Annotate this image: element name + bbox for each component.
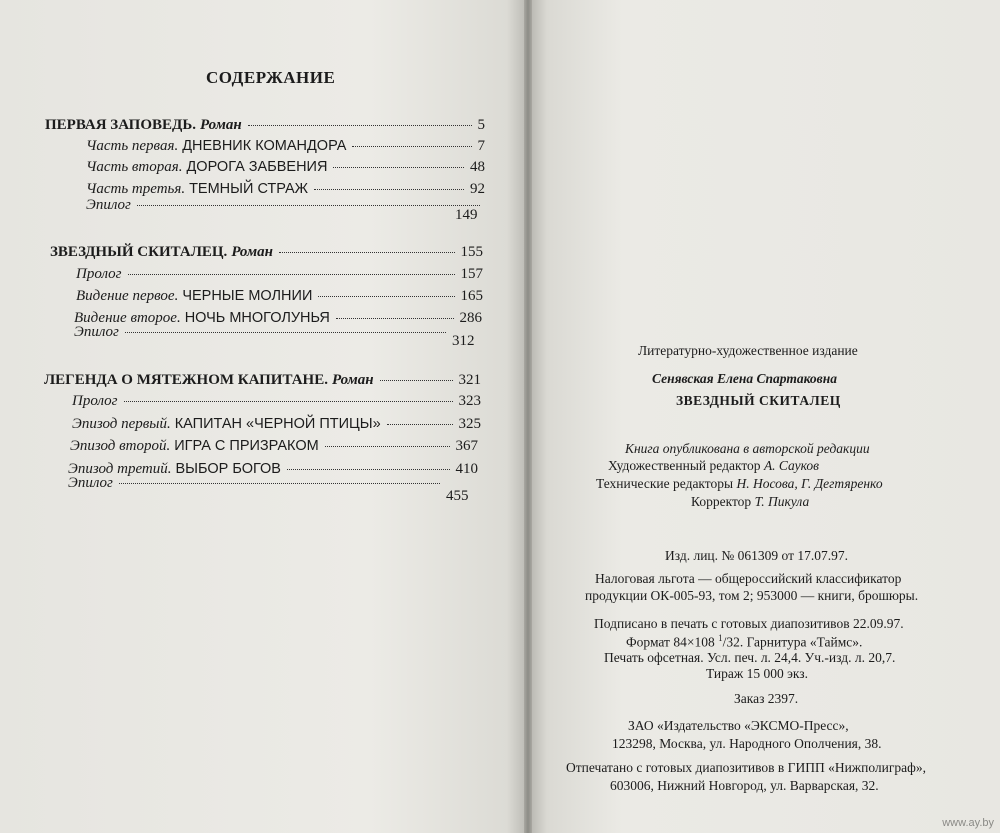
item-prefix: Пролог: [72, 393, 118, 409]
toc-item: [68, 475, 446, 492]
item-name: НОЧЬ МНОГОЛУНЬЯ: [184, 310, 330, 326]
leader-dots: [137, 205, 480, 206]
leader-dots: [380, 380, 453, 381]
section-title: ЗВЕЗДНЫЙ СКИТАЛЕЦ.: [50, 244, 228, 260]
toc-item: [72, 416, 481, 433]
art-editor-line: [608, 458, 819, 474]
page-number: 286: [459, 310, 482, 326]
item-prefix: Пролог: [76, 266, 122, 282]
toc-section: [44, 372, 481, 389]
item-name: КАПИТАН «ЧЕРНОЙ ПТИЦЫ»: [174, 416, 381, 432]
item-prefix: Эпизод первый.: [72, 416, 171, 432]
item-prefix: Эпилог: [74, 324, 119, 340]
toc-section: [50, 244, 483, 261]
toc-item: [74, 324, 452, 341]
leader-dots: [248, 125, 472, 126]
leader-dots: [279, 252, 455, 253]
page-number: 367: [455, 438, 478, 454]
leader-dots: [336, 318, 454, 319]
section-subtitle: Роман: [231, 244, 273, 260]
format-typeface: . Гарнитура «Таймс».: [739, 634, 863, 650]
item-name: ВЫБОР БОГОВ: [175, 461, 281, 477]
leader-dots: [318, 296, 454, 297]
leader-dots: [128, 274, 455, 275]
toc-item: [86, 159, 485, 176]
item-name: ДОРОГА ЗАБВЕНИЯ: [186, 159, 328, 175]
page-number: 321: [458, 372, 481, 388]
toc-item: [70, 438, 478, 455]
corrector-label: Корректор: [691, 494, 752, 509]
leader-dots: [333, 167, 464, 168]
toc-item-page: [446, 488, 478, 505]
item-prefix: Видение второе.: [74, 310, 181, 326]
corrector-line: [691, 494, 809, 510]
item-prefix: Эпилог: [68, 475, 113, 491]
format-fraction-den: /32: [722, 634, 740, 650]
leader-dots: [287, 469, 450, 470]
print-run: Тираж 15 000 экз.: [706, 666, 808, 681]
printer-line-2: 603006, Нижний Новгород, ул. Варварская, 32.: [610, 778, 879, 793]
leader-dots: [124, 401, 453, 402]
page-number: 455: [446, 488, 469, 504]
toc-item: [86, 197, 486, 214]
toc-item: [76, 288, 483, 305]
section-title: ЛЕГЕНДА О МЯТЕЖНОМ КАПИТАНЕ.: [44, 372, 328, 388]
item-prefix: Видение первое.: [76, 288, 179, 304]
page-number: 7: [477, 138, 485, 154]
page-number: 165: [460, 288, 483, 304]
page-number: 155: [460, 244, 483, 260]
format-line: [626, 633, 862, 651]
format-text: Формат 84×108: [626, 634, 715, 650]
item-name: ДНЕВНИК КОМАНДОРА: [182, 138, 347, 154]
watermark: www.ay.by: [942, 817, 994, 829]
item-prefix: Часть третья.: [86, 181, 186, 197]
item-prefix: Эпизод третий.: [68, 461, 172, 477]
page-number: 157: [460, 266, 483, 282]
page-number: 410: [455, 461, 478, 477]
signed-line: Подписано в печать с готовых диапозитивов 22.09.97.: [594, 616, 904, 631]
page-number: 48: [470, 159, 485, 175]
tax-line-1: Налоговая льгота — общероссийский классификатор: [595, 571, 902, 586]
item-name: ТЕМНЫЙ СТРАЖ: [189, 181, 309, 197]
page-number: 149: [455, 207, 478, 223]
order-number: Заказ 2397.: [734, 691, 799, 706]
item-prefix: Эпизод второй.: [70, 438, 171, 454]
leader-dots: [125, 332, 446, 333]
toc-item-page: [452, 333, 482, 350]
toc-item: [86, 138, 485, 155]
publisher-line-1: ЗАО «Издательство «ЭКСМО-Пресс»,: [628, 718, 849, 733]
page-number: 325: [458, 416, 481, 432]
item-prefix: Часть вторая.: [86, 159, 183, 175]
leader-dots: [325, 446, 450, 447]
page-number: 5: [477, 117, 485, 133]
toc-title: СОДЕРЖАНИЕ: [206, 68, 336, 87]
leader-dots: [119, 483, 440, 484]
page-number: 312: [452, 333, 475, 349]
toc-section: [45, 117, 485, 134]
toc-item-page: [455, 207, 485, 224]
item-name: ИГРА С ПРИЗРАКОМ: [174, 438, 319, 454]
item-prefix: Эпилог: [86, 197, 131, 213]
tax-line-2: продукции ОК-005-93, том 2; 953000 — книги, брошюры.: [585, 588, 919, 603]
toc-item: [86, 181, 485, 198]
page-number: 323: [458, 393, 481, 409]
section-subtitle: Роман: [200, 117, 242, 133]
corrector-name: Т. Пикула: [754, 494, 810, 509]
section-title: ПЕРВАЯ ЗАПОВЕДЬ.: [45, 117, 197, 133]
right-page: [528, 0, 1000, 833]
author-name: [652, 371, 837, 387]
leader-dots: [314, 189, 464, 190]
print-line: Печать офсетная. Усл. печ. л. 24,4. Уч.-изд. л. 20,7.: [604, 650, 896, 665]
leader-dots: [387, 424, 453, 425]
art-editor-label: Художественный редактор: [608, 458, 761, 473]
page-number: 92: [470, 181, 485, 197]
published-note: Книга опубликована в авторской редакции: [625, 441, 870, 456]
item-prefix: Часть первая.: [86, 138, 179, 154]
publisher-line-2: 123298, Москва, ул. Народного Ополчения, 38.: [612, 736, 882, 751]
toc-item: [76, 266, 483, 283]
license-line: Изд. лиц. № 061309 от 17.07.97.: [665, 548, 848, 563]
toc-item: [72, 393, 481, 410]
item-name: ЧЕРНЫЕ МОЛНИИ: [182, 288, 313, 304]
art-editor-name: А. Сауков: [763, 458, 820, 473]
section-subtitle: Роман: [331, 372, 374, 388]
leader-dots: [352, 146, 471, 147]
format-fraction-num: 1: [718, 633, 723, 643]
tech-editors-names: Н. Носова, Г. Дегтяренко: [736, 476, 883, 491]
tech-editors-line: [596, 476, 883, 492]
author-name-text: Сенявская Елена Спартаковна: [652, 371, 837, 386]
tech-editors-label: Технические редакторы: [596, 476, 734, 491]
edition-type: Литературно-художественное издание: [638, 343, 858, 358]
book-title: ЗВЕЗДНЫЙ СКИТАЛЕЦ: [676, 393, 841, 408]
printer-line-1: Отпечатано с готовых диапозитивов в ГИПП «Нижполиграф»,: [566, 760, 927, 775]
